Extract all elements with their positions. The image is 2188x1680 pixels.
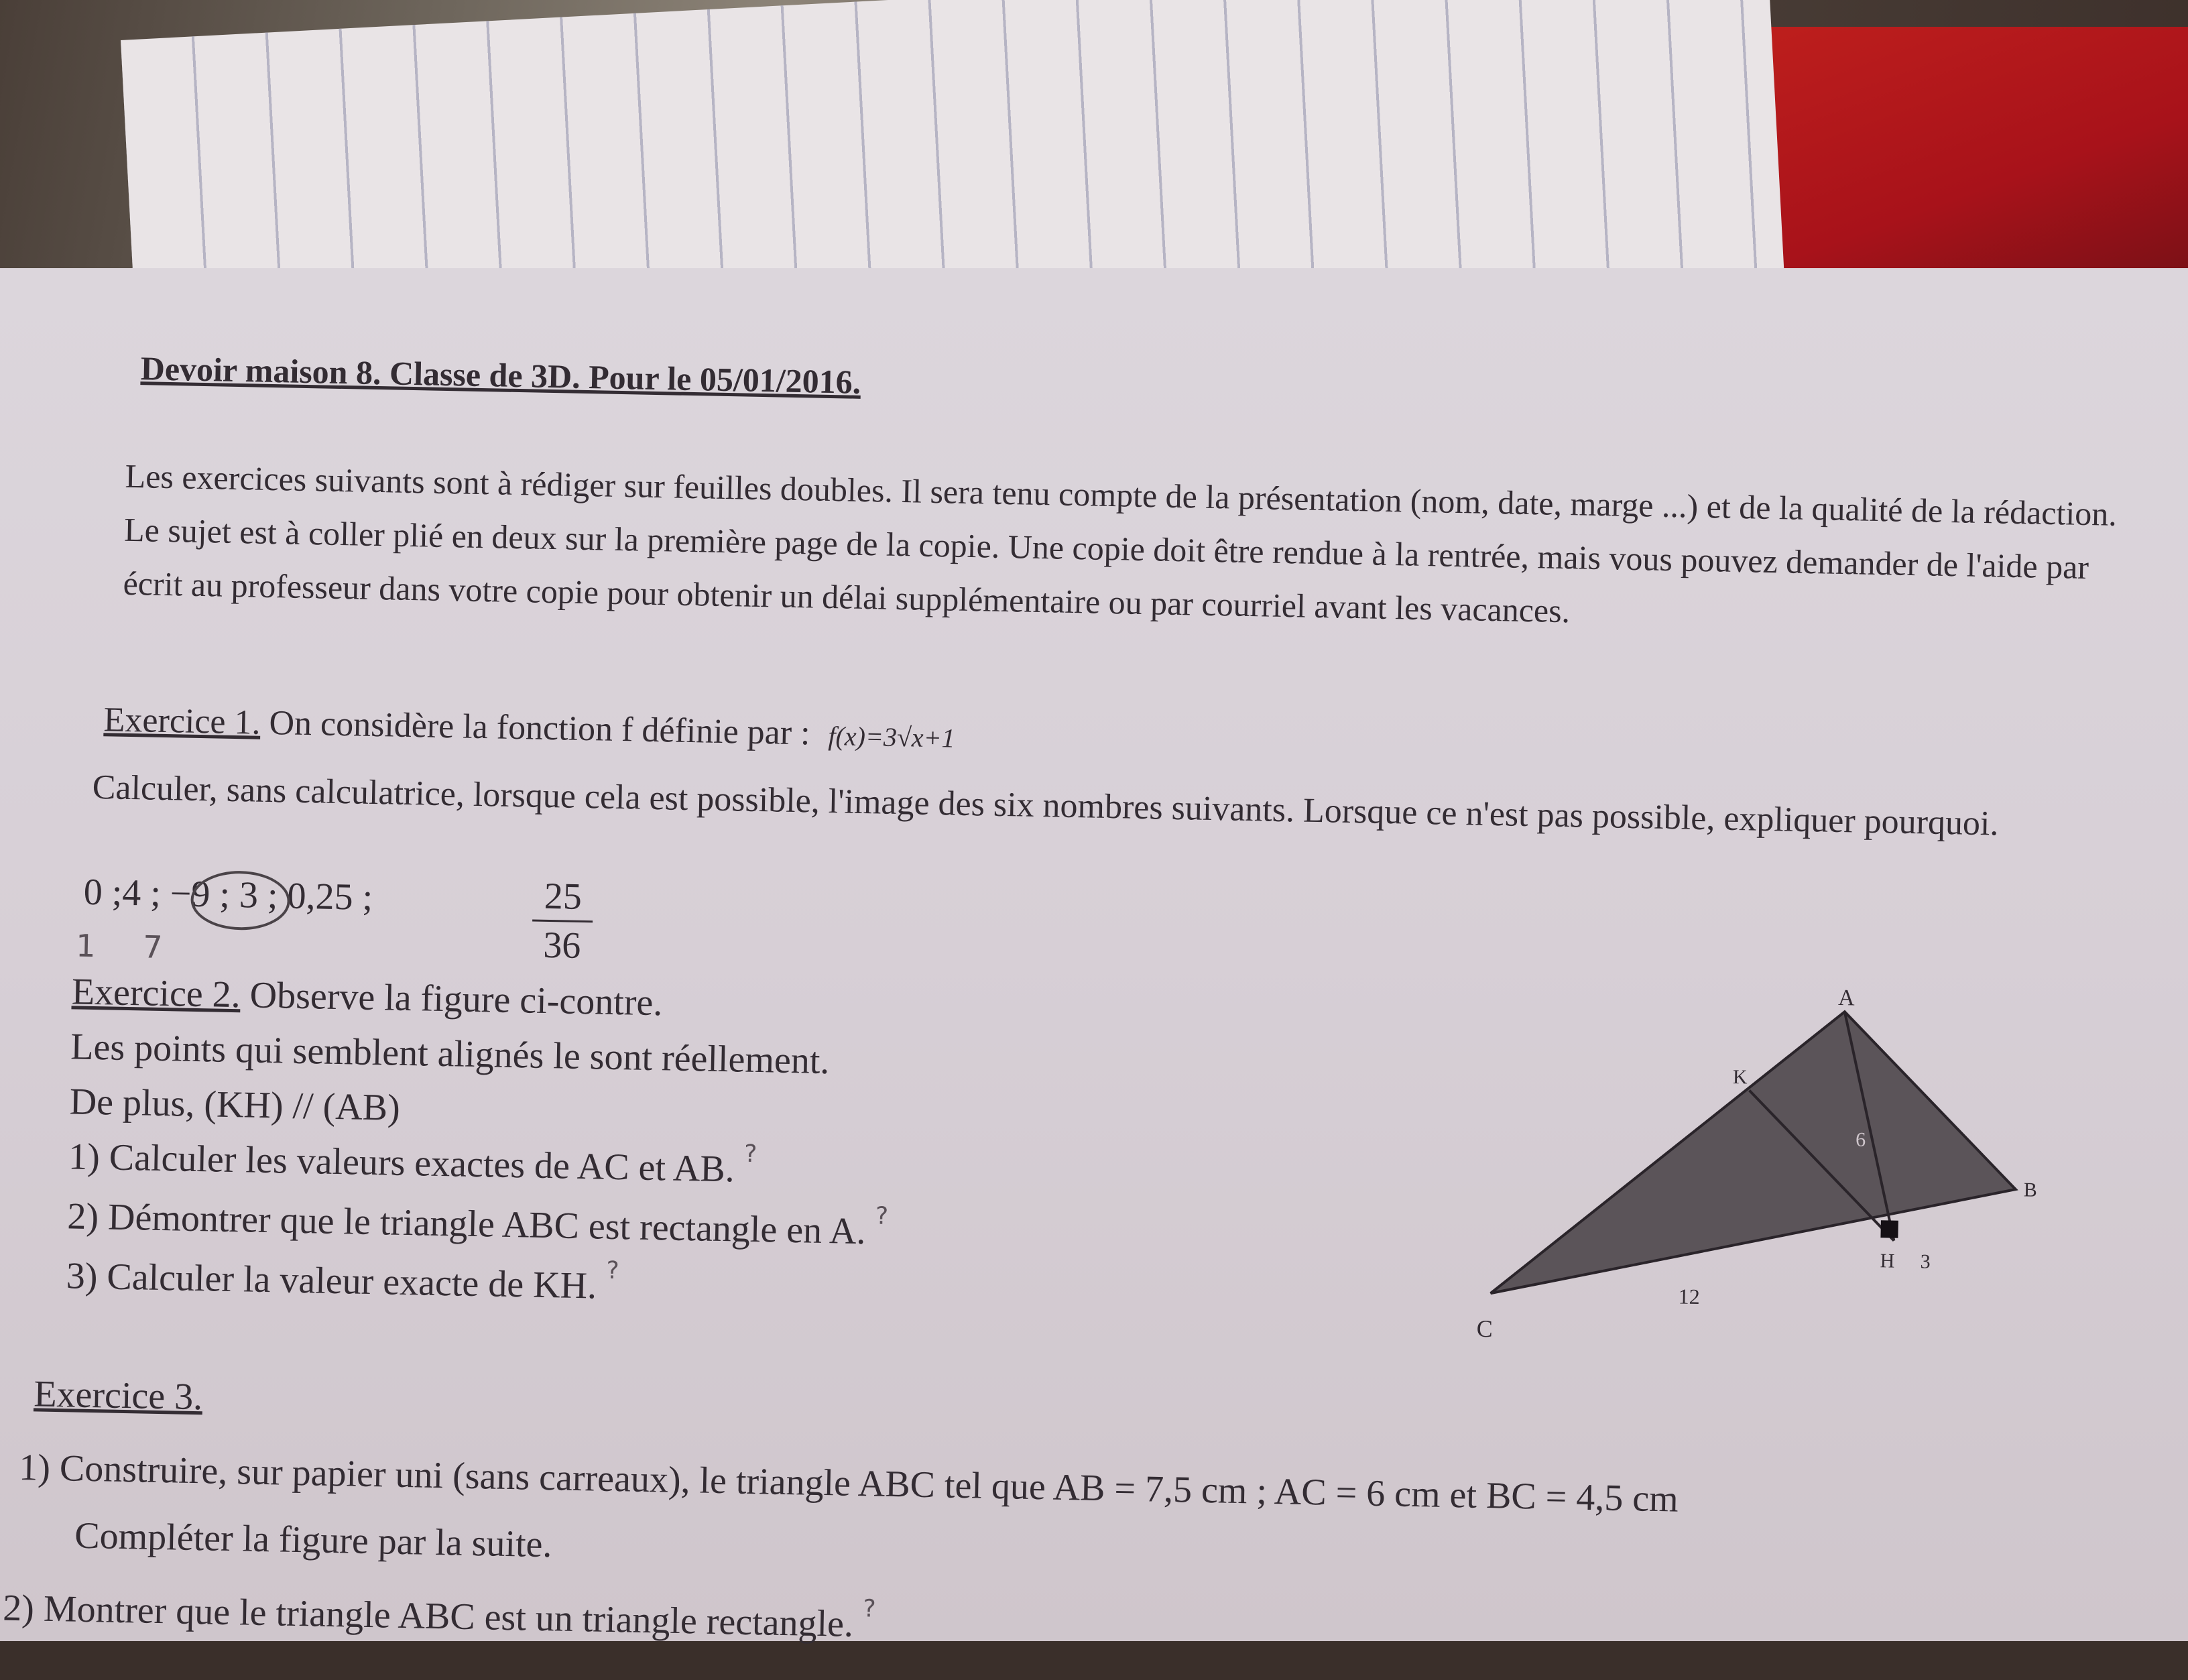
exercise2-block xyxy=(66,964,1212,1330)
exercise2-question3-text: 3) Calculer la valeur exacte de KH. xyxy=(66,1255,597,1307)
exercise2-question1-text: 1) Calculer les valeurs exactes de AC et AB. xyxy=(68,1136,735,1191)
page-title: Devoir maison 8. Classe de 3D. Pour le 05/01/2016. xyxy=(140,349,861,401)
exercise2-heading: Exercice 2. xyxy=(71,971,241,1016)
triangle-diagram xyxy=(1476,978,2087,1365)
exercise2-question2-text: 2) Démontrer que le triangle ABC est rectangle en A. xyxy=(66,1195,867,1253)
exercise3-question1-continued: Compléter la figure par la suite. xyxy=(74,1514,553,1566)
right-angle-mark xyxy=(1880,1220,1898,1238)
handwritten-note-7: 7 xyxy=(142,928,164,965)
handwritten-question-mark-3: ? xyxy=(606,1256,620,1285)
exercise3-heading: Exercice 3. xyxy=(33,1373,203,1419)
exercise2-line3: De plus, (KH) // (AB) xyxy=(69,1081,401,1129)
exercise2-line2: Les points qui semblent alignés le sont réellement. xyxy=(70,1026,830,1083)
handwritten-question-mark-2: ? xyxy=(875,1202,889,1230)
exercise3-question2-text: 2) Montrer que le triangle ABC est un triangle rectangle. xyxy=(2,1587,854,1645)
label-6: 6 xyxy=(1855,1128,1866,1151)
exercise3-question1: 1) Construire, sur papier uni (sans carreaux), le triangle ABC tel que AB = 7,5 cm ; AC = 6 cm et BC = 4,5 cm xyxy=(18,1447,1679,1520)
exercise1-intro: On considère la fonction f définie par : xyxy=(269,703,811,753)
exercise1-heading: Exercice 1. xyxy=(103,701,261,742)
fraction-numerator: 25 xyxy=(532,873,593,923)
exercise1-text: Calculer, sans calculatrice, lorsque cela est possible, l'image des six nombres suivants. Lorsque ce n'est pas possible, expliquer pourquoi. xyxy=(92,768,1999,843)
fraction xyxy=(532,873,594,970)
triangle-abc xyxy=(1491,1005,2019,1303)
instructions-paragraph: Les exercices suivants sont à rédiger sur feuilles doubles. Il sera tenu compte de la présentation (nom, date, marge ...) et de la qualité de la rédaction. Le sujet est à coller plié en deux sur la première page de la copie. Une copie doit être rendue à la rentrée, mais vous pouvez demander de l'aide par écrit au professeur dans votre copie pour obtenir un délai supplémentaire ou par courriel avant les vacances. xyxy=(123,457,2118,630)
exercise2-intro: Observe la figure ci-contre. xyxy=(249,974,663,1024)
function-formula: f(x)=3√x+1 xyxy=(828,720,956,754)
handwritten-question-mark-4: ? xyxy=(863,1595,876,1623)
fraction-denominator: 36 xyxy=(542,924,581,967)
handwritten-question-mark-1: ? xyxy=(743,1140,757,1168)
label-b: B xyxy=(2023,1179,2038,1201)
label-12: 12 xyxy=(1678,1284,1701,1309)
label-3: 3 xyxy=(1920,1250,1931,1273)
label-k: K xyxy=(1732,1065,1748,1089)
number-list: 0 ;4 ; −9 ; 3 ; 0,25 ; xyxy=(83,871,373,918)
exercise1-statement xyxy=(103,700,955,756)
label-h: H xyxy=(1880,1250,1895,1272)
label-a: A xyxy=(1837,985,1856,1011)
exercise3-question2 xyxy=(3,1587,876,1646)
label-c: C xyxy=(1476,1315,1494,1343)
handwritten-note-1: 1 xyxy=(75,927,97,965)
triangle-figure xyxy=(1476,978,2087,1365)
